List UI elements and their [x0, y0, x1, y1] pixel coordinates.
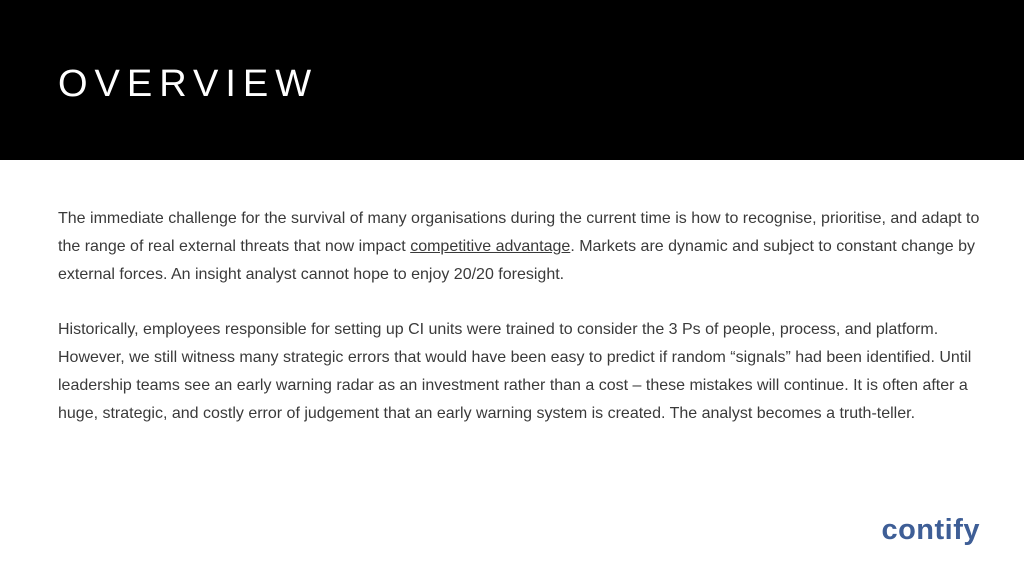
paragraph-intro-tail: . Markets are dynamic and subject to constant change by external forces. An insight analyst cannot hope to enjoy 20/20 foresight.	[58, 237, 975, 283]
paragraph-intro	[58, 205, 983, 288]
competitive-advantage-link[interactable]: competitive advantage	[410, 237, 571, 255]
paragraph-history: Historically, employees responsible for setting up CI units were trained to consider the 3 Ps of people, process, and platform. However, we still witness many strategic errors that would have been easy to predict if random “signals” had been identified. Until leadership teams see an early warning radar as an investment rather than a cost – these mistakes will continue. It is often after a huge, strategic, and costly error of judgement that an early warning system is created. The analyst becomes a truth-teller.	[58, 321, 972, 422]
slide-title: OVERVIEW	[58, 63, 319, 105]
paragraph-intro-lead: The immediate challenge for the survival of many organisations during the current time is how to recognise, prioritise, and adapt to the range of real external threats that now impact	[58, 210, 980, 255]
contify-logo: contify	[881, 514, 980, 546]
slide-body	[58, 205, 983, 427]
header-band	[0, 0, 1024, 160]
